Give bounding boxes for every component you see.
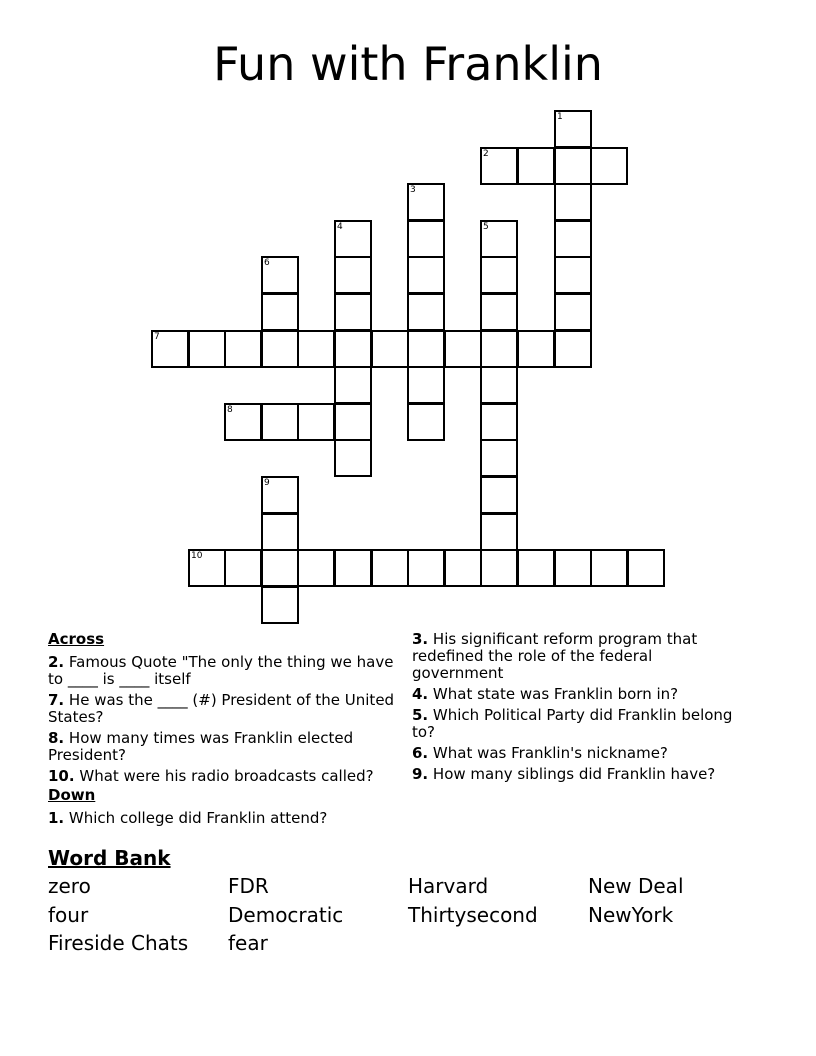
crossword-cell[interactable] <box>444 549 482 587</box>
clue-text: He was the ____ (#) President of the United States? <box>48 691 395 726</box>
crossword-cell[interactable] <box>151 330 189 368</box>
clue-number: 8. <box>48 729 65 747</box>
crossword-cell[interactable] <box>371 549 409 587</box>
crossword-cell[interactable] <box>261 330 299 368</box>
crossword-cell[interactable] <box>261 256 299 294</box>
crossword-cell[interactable] <box>554 330 592 368</box>
crossword-cell[interactable] <box>334 220 372 258</box>
word-bank-item: Thirtysecond <box>408 903 538 927</box>
crossword-cell[interactable] <box>554 220 592 258</box>
crossword-cell[interactable] <box>407 256 445 294</box>
clues-left-column <box>48 631 398 831</box>
crossword-cell[interactable] <box>517 549 555 587</box>
crossword-cell[interactable] <box>407 549 445 587</box>
word-bank-item: New Deal <box>588 874 684 898</box>
crossword-cell[interactable] <box>480 513 518 551</box>
crossword-cell[interactable] <box>480 549 518 587</box>
crossword-cell[interactable] <box>334 439 372 477</box>
crossword-cell[interactable] <box>480 366 518 404</box>
word-bank-item: NewYork <box>588 903 674 927</box>
crossword-cell[interactable] <box>407 366 445 404</box>
crossword-cell[interactable] <box>407 183 445 221</box>
crossword-cell[interactable] <box>297 403 335 441</box>
crossword-cell[interactable] <box>334 549 372 587</box>
crossword-cell[interactable] <box>554 256 592 294</box>
cell-number: 5 <box>483 222 489 232</box>
crossword-cell[interactable] <box>480 147 518 185</box>
clue-text: His significant reform program that redefined the role of the federal government <box>412 630 698 682</box>
clue-across-10 <box>48 768 398 785</box>
clues-right-column <box>412 631 742 787</box>
word-bank-item: Democratic <box>228 903 344 927</box>
crossword-cell[interactable] <box>188 330 226 368</box>
cell-number: 7 <box>154 332 160 342</box>
clue-text: How many siblings did Franklin have? <box>432 765 716 783</box>
clue-down-5 <box>412 707 742 741</box>
clue-number: 6. <box>412 744 429 762</box>
word-bank-item: zero <box>48 874 91 898</box>
crossword-cell[interactable] <box>261 549 299 587</box>
clue-down-1 <box>48 810 398 827</box>
clue-down-6 <box>412 745 742 762</box>
crossword-cell[interactable] <box>261 403 299 441</box>
word-bank-item: fear <box>228 931 268 955</box>
crossword-cell[interactable] <box>407 330 445 368</box>
clue-down-9 <box>412 766 742 783</box>
clue-down-3 <box>412 631 742 682</box>
crossword-cell[interactable] <box>554 147 592 185</box>
clue-number: 3. <box>412 630 429 648</box>
clue-down-4 <box>412 686 742 703</box>
clue-number: 4. <box>412 685 429 703</box>
word-bank-item: Harvard <box>408 874 489 898</box>
word-bank-item: Fireside Chats <box>48 931 189 955</box>
crossword-cell[interactable] <box>297 330 335 368</box>
crossword-cell[interactable] <box>554 293 592 331</box>
crossword-cell[interactable] <box>261 293 299 331</box>
page-title: Fun with Franklin <box>213 37 603 91</box>
crossword-cell[interactable] <box>554 110 592 148</box>
crossword-cell[interactable] <box>444 330 482 368</box>
clue-across-2 <box>48 654 398 688</box>
crossword-cell[interactable] <box>297 549 335 587</box>
crossword-cell[interactable] <box>224 549 262 587</box>
crossword-cell[interactable] <box>261 476 299 514</box>
crossword-cell[interactable] <box>334 256 372 294</box>
word-bank-item: FDR <box>228 874 269 898</box>
crossword-cell[interactable] <box>407 403 445 441</box>
word-bank-item: four <box>48 903 89 927</box>
clue-text: How many times was Franklin elected President? <box>48 729 354 764</box>
clue-text: What was Franklin's nickname? <box>432 744 668 762</box>
cell-number: 2 <box>483 149 489 159</box>
crossword-cell[interactable] <box>480 256 518 294</box>
crossword-cell[interactable] <box>334 403 372 441</box>
down-header: Down <box>48 786 96 804</box>
crossword-cell[interactable] <box>224 403 262 441</box>
crossword-cell[interactable] <box>334 293 372 331</box>
crossword-cell[interactable] <box>261 586 299 624</box>
crossword-cell[interactable] <box>261 513 299 551</box>
crossword-cell[interactable] <box>554 549 592 587</box>
crossword-cell[interactable] <box>517 330 555 368</box>
crossword-cell[interactable] <box>554 183 592 221</box>
crossword-cell[interactable] <box>224 330 262 368</box>
crossword-cell[interactable] <box>334 366 372 404</box>
cell-number: 10 <box>191 551 203 561</box>
clue-number: 9. <box>412 765 429 783</box>
crossword-cell[interactable] <box>480 476 518 514</box>
clue-number: 5. <box>412 706 429 724</box>
clue-number: 1. <box>48 809 65 827</box>
crossword-cell[interactable] <box>480 403 518 441</box>
cell-number: 3 <box>410 185 416 195</box>
crossword-cell[interactable] <box>627 549 665 587</box>
crossword-cell[interactable] <box>334 330 372 368</box>
cell-number: 1 <box>557 112 563 122</box>
clue-across-7 <box>48 692 398 726</box>
crossword-cell[interactable] <box>480 220 518 258</box>
clue-across-8 <box>48 730 398 764</box>
across-header: Across <box>48 630 105 648</box>
crossword-cell[interactable] <box>407 220 445 258</box>
crossword-cell[interactable] <box>480 439 518 477</box>
clue-number: 7. <box>48 691 65 709</box>
crossword-cell[interactable] <box>590 147 628 185</box>
crossword-cell[interactable] <box>480 293 518 331</box>
clue-text: Which college did Franklin attend? <box>68 809 328 827</box>
clue-text: Which Political Party did Franklin belong to? <box>412 706 733 741</box>
cell-number: 6 <box>264 258 270 268</box>
cell-number: 8 <box>227 405 233 415</box>
word-bank-title: Word Bank <box>48 846 171 870</box>
clue-text: What state was Franklin born in? <box>432 685 679 703</box>
crossword-cell[interactable] <box>407 293 445 331</box>
cell-number: 9 <box>264 478 270 488</box>
clue-number: 2. <box>48 653 65 671</box>
crossword-cell[interactable] <box>480 330 518 368</box>
crossword-cell[interactable] <box>590 549 628 587</box>
cell-number: 4 <box>337 222 343 232</box>
crossword-cell[interactable] <box>371 330 409 368</box>
crossword-cell[interactable] <box>188 549 226 587</box>
crossword-cell[interactable] <box>517 147 555 185</box>
clue-number: 10. <box>48 767 75 785</box>
clue-text: What were his radio broadcasts called? <box>79 767 374 785</box>
clue-text: Famous Quote "The only the thing we have to ____ is ____ itself <box>48 653 394 688</box>
